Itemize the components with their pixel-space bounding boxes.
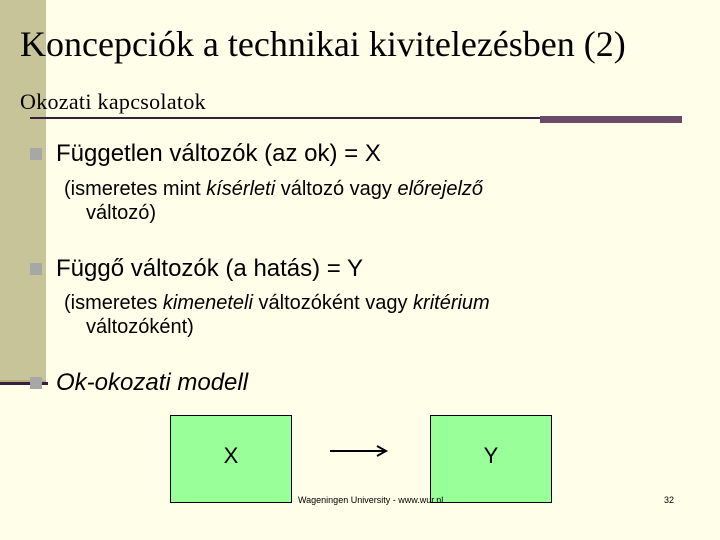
bullet-detail-dependent bbox=[64, 291, 664, 339]
slide-subtitle: Okozati kapcsolatok bbox=[20, 89, 206, 114]
detail-emphasis: kísérleti bbox=[206, 178, 276, 200]
bullet-independent-variables bbox=[30, 139, 381, 169]
detail-text: változóként vagy bbox=[252, 292, 414, 314]
bullet-causal-model bbox=[30, 368, 248, 398]
footer-text: Wageningen University - www.wur.nl bbox=[298, 495, 444, 505]
title-divider-accent bbox=[540, 116, 682, 123]
detail-text: (ismeretes bbox=[64, 292, 163, 314]
bullet-square-icon bbox=[30, 377, 42, 389]
cause-box bbox=[170, 415, 292, 503]
bullet-label: Függő változók (a hatás) = Y bbox=[56, 255, 364, 282]
effect-box bbox=[430, 415, 552, 503]
detail-text: (ismeretes mint bbox=[64, 178, 207, 200]
right-arrow-icon bbox=[330, 444, 390, 458]
bullet-square-icon bbox=[30, 263, 42, 275]
page-number: 32 bbox=[664, 495, 675, 505]
detail-emphasis: kritérium bbox=[413, 292, 490, 314]
slide-title: Koncepciók a technikai kivitelezésben (2) bbox=[20, 24, 626, 64]
bullet-square-icon bbox=[30, 148, 42, 160]
detail-text-line2: változóként) bbox=[86, 316, 194, 338]
cause-label: X bbox=[223, 443, 239, 468]
detail-emphasis: kimeneteli bbox=[162, 292, 253, 314]
bullet-dependent-variables bbox=[30, 254, 363, 284]
detail-emphasis: előrejelző bbox=[397, 178, 484, 200]
effect-label: Y bbox=[483, 443, 499, 468]
detail-text: változó vagy bbox=[275, 178, 398, 200]
detail-text-line2: változó) bbox=[86, 202, 157, 224]
bullet-label: Ok-okozati modell bbox=[56, 369, 249, 396]
bullet-detail-independent bbox=[64, 177, 664, 225]
bullet-label: Független változók (az ok) = X bbox=[56, 140, 381, 167]
